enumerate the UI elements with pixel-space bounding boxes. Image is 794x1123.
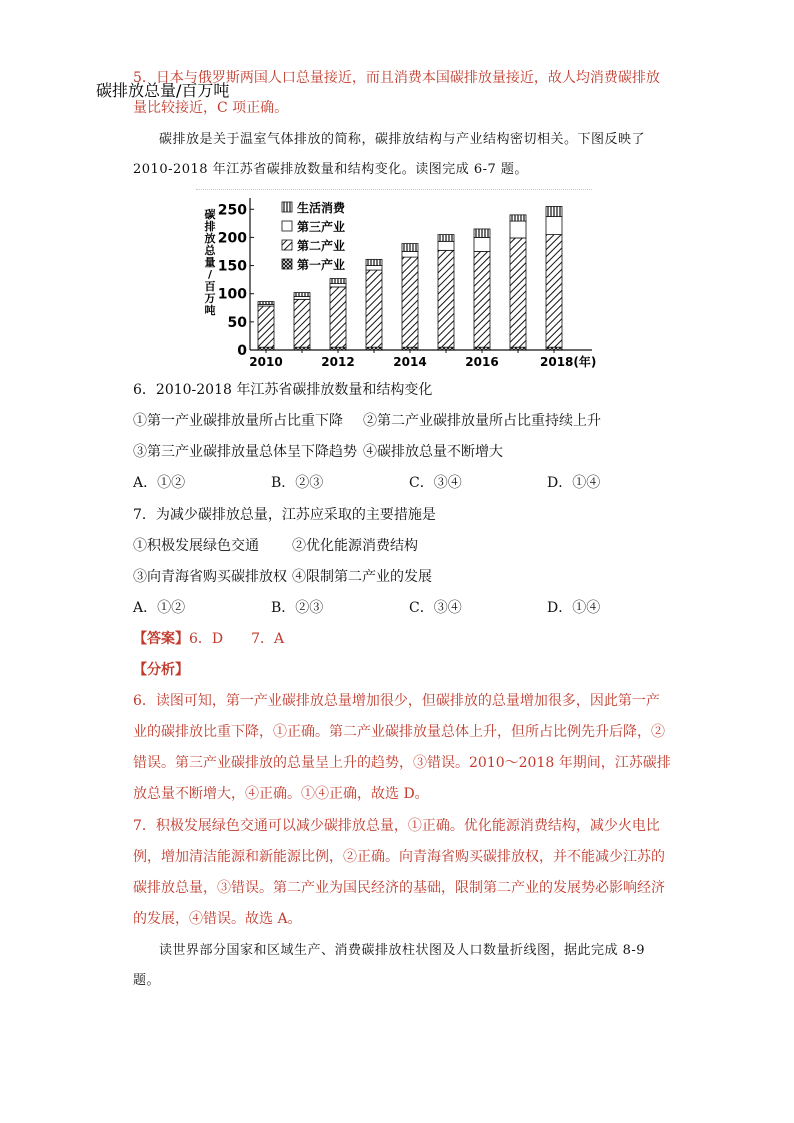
y-axis-label-char: 碳 xyxy=(204,208,216,221)
answer-label: 【答案】 xyxy=(133,631,189,647)
y-axis-label: 碳排放总量/百万吨 xyxy=(96,81,230,100)
legend-label: 生活消费 xyxy=(297,201,346,215)
x-tick-label: 2012 xyxy=(321,355,355,369)
next-intro-line1: 读世界部分国家和区域生产、消费碳排放柱状图及人口数量折线图，据此完成 8-9 xyxy=(159,943,646,958)
bar-segment xyxy=(258,306,274,347)
x-tick-label: 2010 xyxy=(249,355,283,369)
intro-paragraph-line1: 碳排放是关于温室气体排放的简称，碳排放结构与产业结构密切相关。下图反映了 xyxy=(159,132,646,147)
q6-choice-b[interactable]: B．②③ xyxy=(271,475,324,491)
q6-option-4: ④碳排放总量不断增大 xyxy=(363,444,503,460)
bar-segment xyxy=(438,235,454,242)
y-tick-label: 100 xyxy=(217,286,247,303)
y-axis-label-char: 量 xyxy=(204,256,216,269)
analysis-7-line4: 的发展，④错误。故选 A。 xyxy=(133,911,302,927)
bar-segment xyxy=(294,293,310,297)
q7-choice-d[interactable]: D．①④ xyxy=(547,600,601,616)
bar-segment xyxy=(546,206,562,216)
y-axis-label-char: 百 xyxy=(204,280,216,293)
analysis-6-line2: 业的碳排放比重下降，①正确。第二产业碳排放量总体上升，但所占比例先升后降，② xyxy=(133,724,665,740)
bar-segment xyxy=(474,347,490,350)
legend-swatch xyxy=(282,259,292,269)
legend-label: 第二产业 xyxy=(297,239,346,253)
answer-text: 6．D 7．A xyxy=(189,631,285,647)
bar-segment xyxy=(546,235,562,348)
analysis-6-line4: 放总量不断增大，④正确。①④正确，故选 D。 xyxy=(133,786,429,802)
q7-choice-c[interactable]: C．③④ xyxy=(409,600,462,616)
bar-segment xyxy=(402,257,418,347)
q6-option-2: ②第二产业碳排放量所占比重持续上升 xyxy=(363,413,601,429)
y-tick-label: 250 xyxy=(217,202,247,219)
y-tick-label: 200 xyxy=(217,230,247,247)
q6-choice-c[interactable]: C．③④ xyxy=(409,475,462,491)
divider-dotted xyxy=(196,189,592,191)
q7-option-2: ②优化能源消费结构 xyxy=(292,538,418,554)
bar-segment xyxy=(294,299,310,347)
q6-option-1: ①第一产业碳排放量所占比重下降 xyxy=(133,413,343,429)
analysis-7-line2: 例，增加清洁能源和新能源比例，②正确。向青海省购买碳排放权，并不能减少江苏的 xyxy=(133,849,665,865)
y-tick-label: 150 xyxy=(217,258,247,275)
y-axis-label-char: 放 xyxy=(204,232,216,245)
bar-segment xyxy=(366,259,382,265)
legend-swatch xyxy=(282,202,292,212)
analysis-6-line1: 6．读图可知，第一产业碳排放总量增加很少，但碳排放的总量增加很多，因此第一产 xyxy=(133,693,660,709)
q5-explanation-line1: 5．日本与俄罗斯两国人口总量接近，而且消费本国碳排放量接近，故人均消费碳排放 xyxy=(133,70,660,86)
y-axis-label-vertical xyxy=(205,207,217,317)
bar-segment xyxy=(366,266,382,271)
y-tick-label: 50 xyxy=(227,314,247,331)
next-intro-line2: 题。 xyxy=(133,973,161,988)
legend-label: 第一产业 xyxy=(297,258,346,272)
bar-segment xyxy=(474,229,490,237)
intro-paragraph-line2: 2010-2018 年江苏省碳排放数量和结构变化。读图完成 6-7 题。 xyxy=(133,162,528,177)
bar-segment xyxy=(258,302,274,305)
answer-line xyxy=(133,629,284,649)
y-axis-label-char: 总 xyxy=(204,244,216,257)
bar-segment xyxy=(510,347,526,350)
bar-segment xyxy=(510,221,526,238)
bar-segment xyxy=(510,215,526,221)
bar-segment xyxy=(366,347,382,350)
bar-segment xyxy=(366,270,382,347)
chart-legend xyxy=(282,200,346,272)
y-axis-label-char: / xyxy=(207,268,213,281)
x-tick-label: 2018(年) xyxy=(540,355,597,369)
bar-segment xyxy=(438,250,454,347)
legend-label: 第三产业 xyxy=(297,220,346,234)
legend-swatch xyxy=(282,221,292,231)
bar-segment xyxy=(474,251,490,347)
bar-segment xyxy=(258,347,274,350)
bar-segment xyxy=(402,244,418,252)
q6-stem: 6．2010-2018 年江苏省碳排放数量和结构变化 xyxy=(133,382,433,398)
bar-segment xyxy=(294,297,310,300)
bar-segment xyxy=(438,241,454,250)
bar-segment xyxy=(510,238,526,347)
bar-segment xyxy=(546,217,562,235)
bar-segment xyxy=(402,251,418,257)
y-axis-label-char: 吨 xyxy=(204,304,216,317)
bar-segment xyxy=(330,279,346,284)
analysis-6-line3: 错误。第三产业碳排放的总量呈上升的趋势，③错误。2010～2018 年期间，江苏碳排 xyxy=(133,755,671,771)
x-tick-label: 2016 xyxy=(465,355,499,369)
y-axis-label-char: 万 xyxy=(204,292,216,305)
bar-segment xyxy=(546,347,562,350)
bar-segment xyxy=(402,347,418,350)
analysis-7-line3: 碳排放总量，③错误。第二产业为国民经济的基础，限制第二产业的发展势必影响经济 xyxy=(133,880,665,896)
q6-option-3: ③第三产业碳排放量总体呈下降趋势 xyxy=(133,444,357,460)
x-tick-label: 2014 xyxy=(393,355,427,369)
y-tick-label: 0 xyxy=(237,343,247,359)
legend-swatch xyxy=(282,240,292,250)
q6-choice-a[interactable]: A．①② xyxy=(133,475,186,491)
q7-choice-a[interactable]: A．①② xyxy=(133,600,186,616)
bar-segment xyxy=(330,284,346,287)
bar-segment xyxy=(294,347,310,350)
q7-option-3: ③向青海省购买碳排放权 xyxy=(133,569,287,585)
q5-explanation-line2: 量比较接近，C 项正确。 xyxy=(133,100,289,116)
y-axis-label-char: 排 xyxy=(204,220,216,233)
q7-choice-b[interactable]: B．②③ xyxy=(271,600,324,616)
analysis-7-line1: 7．积极发展绿色交通可以减少碳排放总量，①正确。优化能源消费结构，减少火电比 xyxy=(133,818,660,834)
bar-segment xyxy=(330,287,346,347)
q7-stem: 7．为减少碳排放总量，江苏应采取的主要措施是 xyxy=(133,507,436,523)
bar-segment xyxy=(474,237,490,251)
q7-option-4: ④限制第二产业的发展 xyxy=(292,569,432,585)
q7-option-1: ①积极发展绿色交通 xyxy=(133,538,259,554)
bar-segment xyxy=(438,347,454,350)
analysis-label: 【分析】 xyxy=(133,662,189,678)
q6-choice-d[interactable]: D．①④ xyxy=(547,475,601,491)
bar-segment xyxy=(330,347,346,350)
